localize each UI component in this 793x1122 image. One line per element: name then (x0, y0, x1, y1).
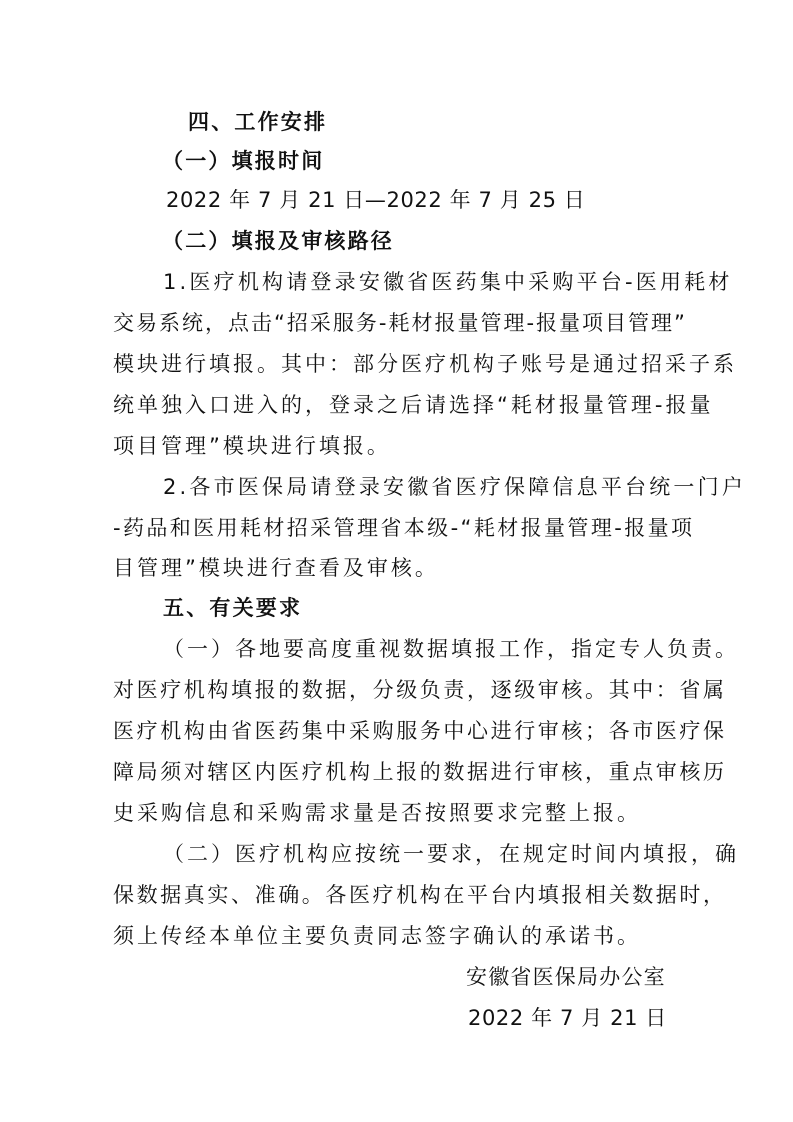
req-1-line-1: （一）各地要高度重视数据填报工作，指定专人负责。 (163, 637, 739, 661)
item-1-line-1: 1.医疗机构请登录安徽省医药集中采购平台-医用耗材 (163, 270, 733, 294)
req-1-line-4: 障局须对辖区内医疗机构上报的数据进行审核，重点审核历 (113, 760, 727, 784)
signature-date: 2022 年 7 月 21 日 (468, 1006, 667, 1030)
section-5-heading: 五、有关要求 (163, 596, 303, 620)
subsection-2-heading: （二）填报及审核路径 (162, 229, 394, 253)
item-1-line-2: 交易系统，点击“招采服务-耗材报量管理-报量项目管理” (113, 311, 687, 335)
signature-org: 安徽省医保局办公室 (466, 965, 666, 989)
req-1-line-5: 史采购信息和采购需求量是否按照要求完整上报。 (113, 801, 641, 825)
req-2-line-3: 须上传经本单位主要负责同志签字确认的承诺书。 (113, 924, 641, 948)
item-1-line-3: 模块进行填报。其中：部分医疗机构子账号是通过招采子系 (113, 352, 737, 376)
req-1-line-3: 医疗机构由省医药集中采购服务中心进行审核；各市医疗保 (113, 719, 727, 743)
item-1-line-4: 统单独入口进入的，登录之后请选择“耗材报量管理-报量 (113, 393, 714, 417)
item-2-line-1: 2.各市医保局请登录安徽省医疗保障信息平台统一门户 (163, 475, 747, 499)
req-2-line-2: 保数据真实、准确。各医疗机构在平台内填报相关数据时， (113, 883, 727, 907)
fill-period-text: 2022 年 7 月 21 日—2022 年 7 月 25 日 (166, 188, 586, 212)
section-4-heading: 四、工作安排 (188, 110, 328, 134)
item-2-line-3: 目管理”模块进行查看及审核。 (113, 556, 439, 580)
subsection-1-heading: （一）填报时间 (162, 149, 325, 173)
req-2-line-1: （二）医疗机构应按统一要求，在规定时间内填报，确 (163, 842, 739, 866)
req-1-line-2: 对医疗机构填报的数据，分级负责，逐级审核。其中：省属 (113, 678, 727, 702)
item-1-line-5: 项目管理”模块进行填报。 (113, 434, 391, 458)
item-2-line-2: -药品和医用耗材招采管理省本级-“耗材报量管理-报量项 (113, 516, 695, 540)
